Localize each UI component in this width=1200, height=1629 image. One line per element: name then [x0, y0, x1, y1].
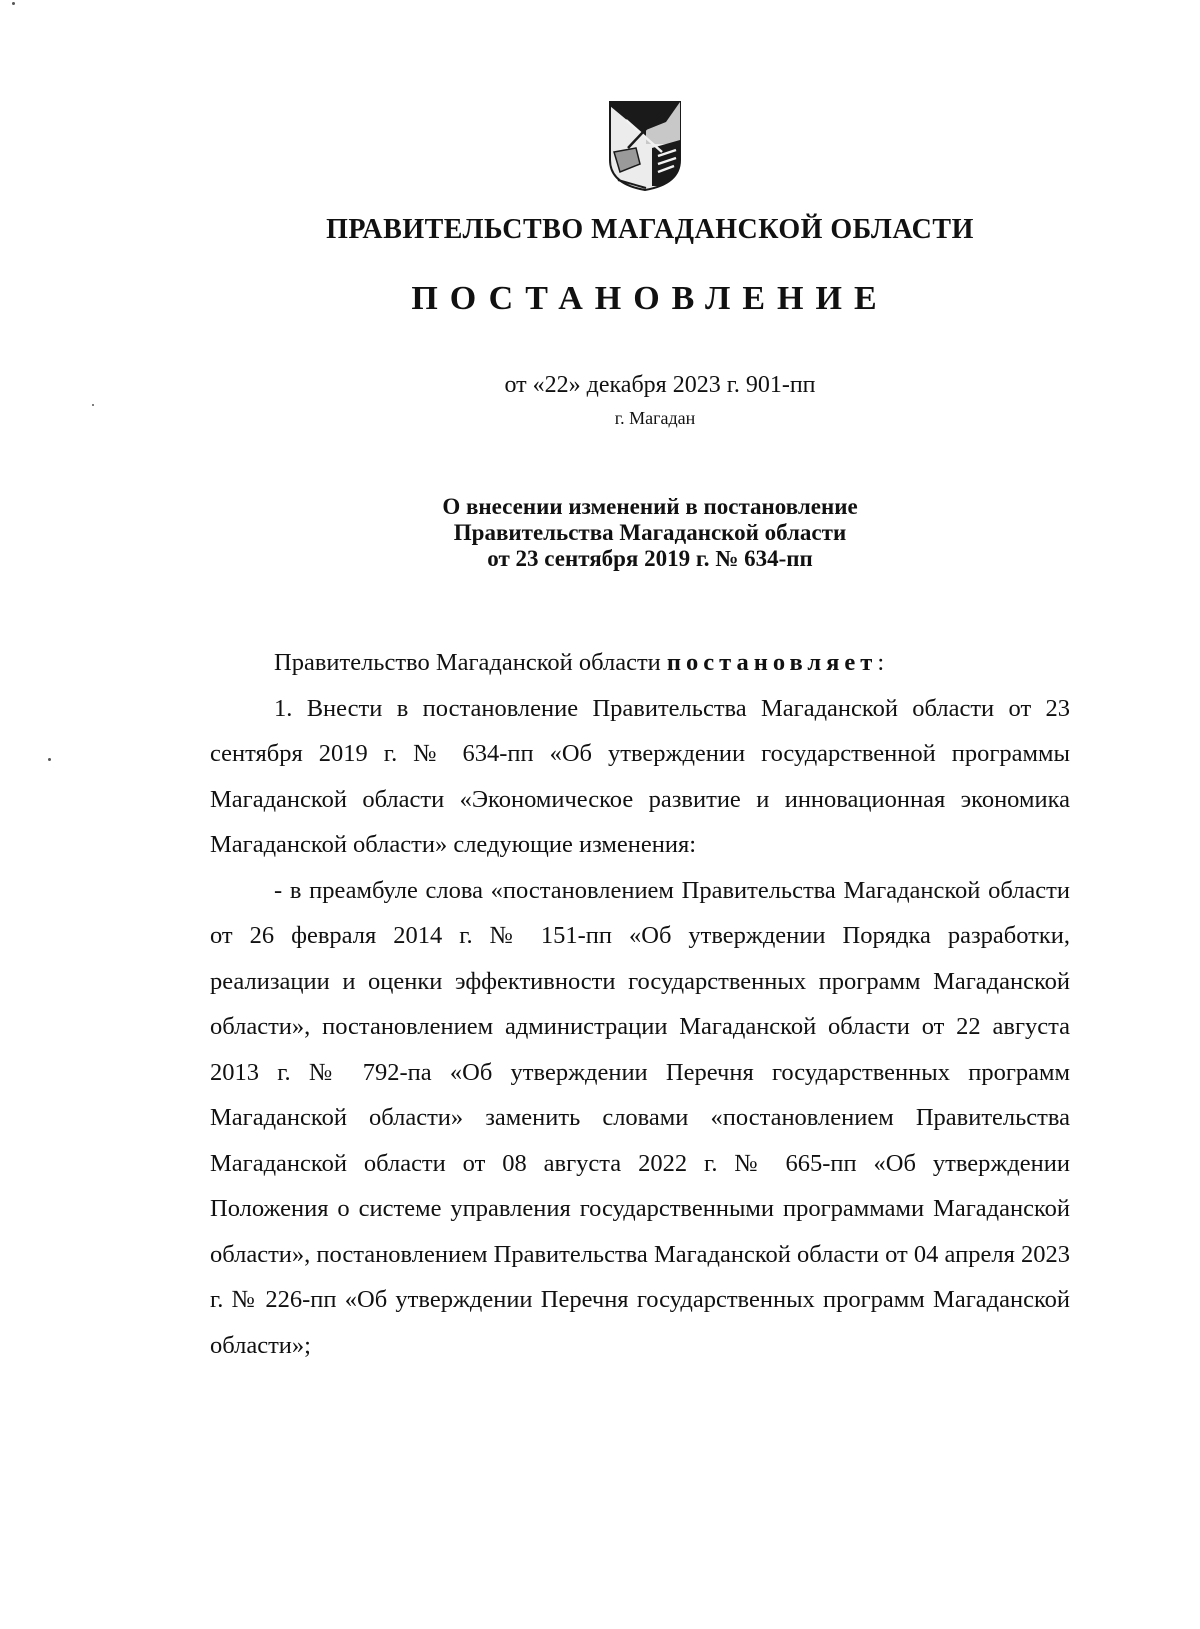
subject-line: от 23 сентября 2019 г. № 634-пп [487, 546, 813, 571]
subject-line: Правительства Магаданской области [453, 520, 847, 545]
organization-title: ПРАВИТЕЛЬСТВО МАГАДАНСКОЙ ОБЛАСТИ [326, 214, 974, 245]
scan-speck [48, 758, 51, 761]
scan-speck [92, 404, 94, 406]
document-body [210, 640, 1070, 1368]
document-subject [0, 494, 1200, 572]
document-type-heading: ПОСТАНОВЛЕНИЕ [411, 280, 889, 317]
subject-line: О внесении изменений в постановление [442, 494, 858, 519]
item-1-paragraph: 1. Внести в постановление Правительства Магаданской области от 23 сентября 2019 г. № 634-пп «Об утверждении государственной программы Магаданской области «Экономическое развитие и инновационная экономика Магаданской области» следующие изменения: [210, 694, 1070, 858]
decree-intro-text: Правительство Магаданской области [274, 649, 667, 676]
document-city: г. Магадан [614, 408, 696, 428]
decree-intro-colon: : [877, 649, 885, 676]
item-1-preamble-paragraph: - в преамбуле слова «постановлением Правительства Магаданской области от 26 февраля 2014 г. № 151-пп «Об утверждении Порядка разработки, реализации и оценки эффективности государственных программ Магаданской области», постановлением администрации Магаданской области от 22 августа 2013 г. № 792-па «Об утверждении Перечня государственных программ Магаданской области» заменить словами «постановлением Правительства Магаданской области от 08 августа 2022 г. № 665-пп «Об утверждении Положения о системе управления государственными программами Магаданской области», постановлением Правительства Магаданской области от 04 апреля 2023 г. № 226-пп «Об утверждении Перечня государственных программ Магаданской области»; [210, 876, 1070, 1359]
scan-speck [12, 2, 15, 5]
document-date-number: от «22» декабря 2023 г. 901-пп [504, 372, 816, 398]
decree-keyword: постановляет [666, 649, 878, 676]
magadan-coat-of-arms-icon [606, 100, 684, 192]
decree-intro-paragraph [210, 640, 1070, 686]
